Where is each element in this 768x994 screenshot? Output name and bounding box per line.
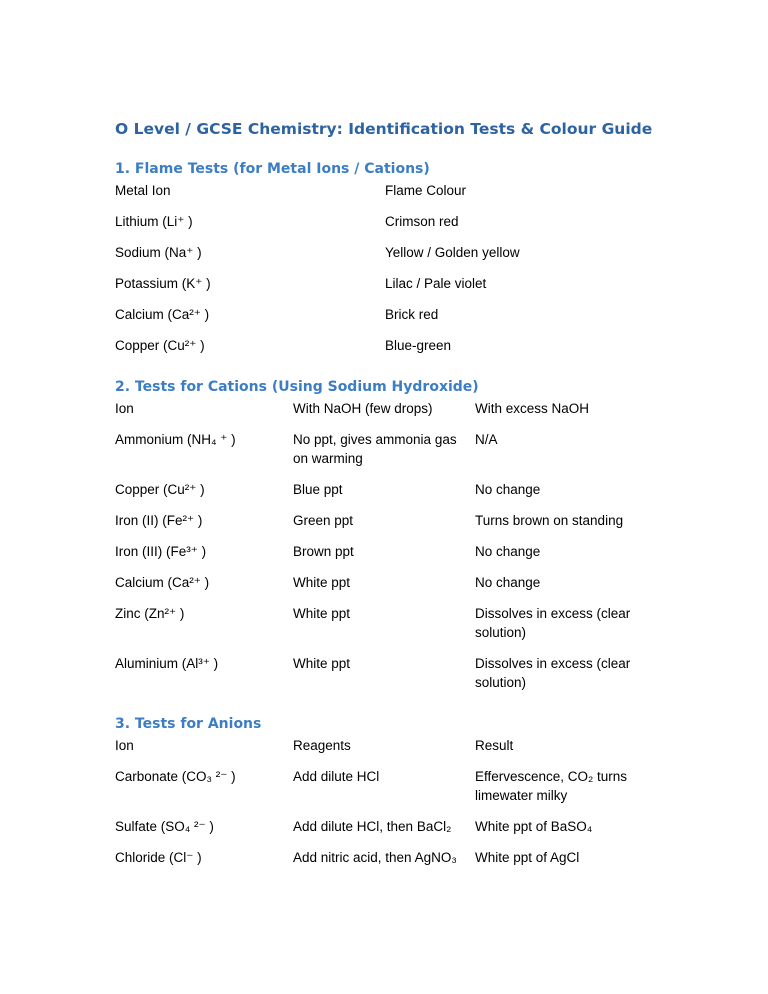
table-header-row (115, 736, 675, 767)
table-row (115, 817, 675, 848)
table-header-row (115, 399, 675, 430)
table-row (115, 243, 675, 274)
table-row (115, 654, 675, 704)
table-row (115, 573, 675, 604)
table-row (115, 430, 675, 480)
flame-colour-cell: Blue-green (385, 338, 452, 353)
table-row (115, 480, 675, 511)
column-header-ion: Ion (115, 401, 134, 416)
ion-cell: Aluminium (Al³⁺ ) (115, 656, 219, 671)
ion-cell: Zinc (Zn²⁺ ) (115, 606, 185, 621)
column-header-ion: Ion (115, 738, 134, 753)
result-cell: White ppt of BaSO₄ (475, 819, 593, 834)
table-row (115, 305, 675, 336)
ion-cell: Calcium (Ca²⁺ ) (115, 575, 210, 590)
column-header-flame-colour: Flame Colour (385, 183, 467, 198)
reagents-cell: Add dilute HCl, then BaCl₂ (293, 819, 452, 834)
few-drops-cell: No ppt, gives ammonia gas on warming (293, 432, 457, 466)
ion-cell: Copper (Cu²⁺ ) (115, 338, 205, 353)
ion-cell: Lithium (Li⁺ ) (115, 214, 193, 229)
flame-colour-cell: Brick red (385, 307, 439, 322)
ion-cell: Chloride (Cl⁻ ) (115, 850, 202, 865)
flame-colour-cell: Yellow / Golden yellow (385, 245, 520, 260)
reagents-cell: Add nitric acid, then AgNO₃ (293, 850, 457, 865)
excess-cell: Turns brown on standing (475, 513, 624, 528)
ion-cell: Iron (II) (Fe²⁺ ) (115, 513, 203, 528)
flame-colour-cell: Crimson red (385, 214, 459, 229)
few-drops-cell: White ppt (293, 656, 351, 671)
few-drops-cell: White ppt (293, 606, 351, 621)
result-cell: White ppt of AgCl (475, 850, 580, 865)
result-cell: Effervescence, CO₂ turns limewater milky (475, 769, 628, 803)
anion-tests-table (115, 736, 675, 898)
ion-cell: Calcium (Ca²⁺ ) (115, 307, 210, 322)
excess-cell: N/A (475, 432, 498, 447)
column-header-metal-ion: Metal Ion (115, 183, 171, 198)
column-header-few-drops: With NaOH (few drops) (293, 401, 433, 416)
ion-cell: Potassium (K⁺ ) (115, 276, 211, 291)
table-row (115, 212, 675, 243)
table-row (115, 542, 675, 573)
section-heading-anion-tests: 3. Tests for Anions (115, 716, 262, 732)
excess-cell: No change (475, 544, 541, 559)
table-row (115, 274, 675, 305)
excess-cell: No change (475, 575, 541, 590)
excess-cell: Dissolves in excess (clear solution) (475, 606, 631, 640)
section-heading-cation-tests: 2. Tests for Cations (Using Sodium Hydroxide) (115, 379, 479, 395)
flame-colour-cell: Lilac / Pale violet (385, 276, 487, 291)
flame-tests-table (115, 181, 675, 367)
excess-cell: No change (475, 482, 541, 497)
section-heading-flame-tests: 1. Flame Tests (for Metal Ions / Cations) (115, 161, 430, 177)
document-title: O Level / GCSE Chemistry: Identification Tests & Colour Guide (115, 120, 653, 138)
cation-tests-table (115, 399, 675, 704)
few-drops-cell: Brown ppt (293, 544, 354, 559)
ion-cell: Iron (III) (Fe³⁺ ) (115, 544, 207, 559)
ion-cell: Sulfate (SO₄ ²⁻ ) (115, 819, 214, 834)
few-drops-cell: White ppt (293, 575, 351, 590)
table-row (115, 767, 675, 817)
reagents-cell: Add dilute HCl (293, 769, 380, 784)
table-row (115, 848, 675, 898)
table-header-row (115, 181, 675, 212)
column-header-result: Result (475, 738, 514, 753)
few-drops-cell: Green ppt (293, 513, 354, 528)
column-header-excess: With excess NaOH (475, 401, 590, 416)
ion-cell: Sodium (Na⁺ ) (115, 245, 202, 260)
table-row (115, 511, 675, 542)
excess-cell: Dissolves in excess (clear solution) (475, 656, 631, 690)
column-header-reagents: Reagents (293, 738, 351, 753)
table-row (115, 336, 675, 367)
ion-cell: Ammonium (NH₄ ⁺ ) (115, 432, 236, 447)
table-row (115, 604, 675, 654)
ion-cell: Carbonate (CO₃ ²⁻ ) (115, 769, 236, 784)
few-drops-cell: Blue ppt (293, 482, 343, 497)
ion-cell: Copper (Cu²⁺ ) (115, 482, 205, 497)
